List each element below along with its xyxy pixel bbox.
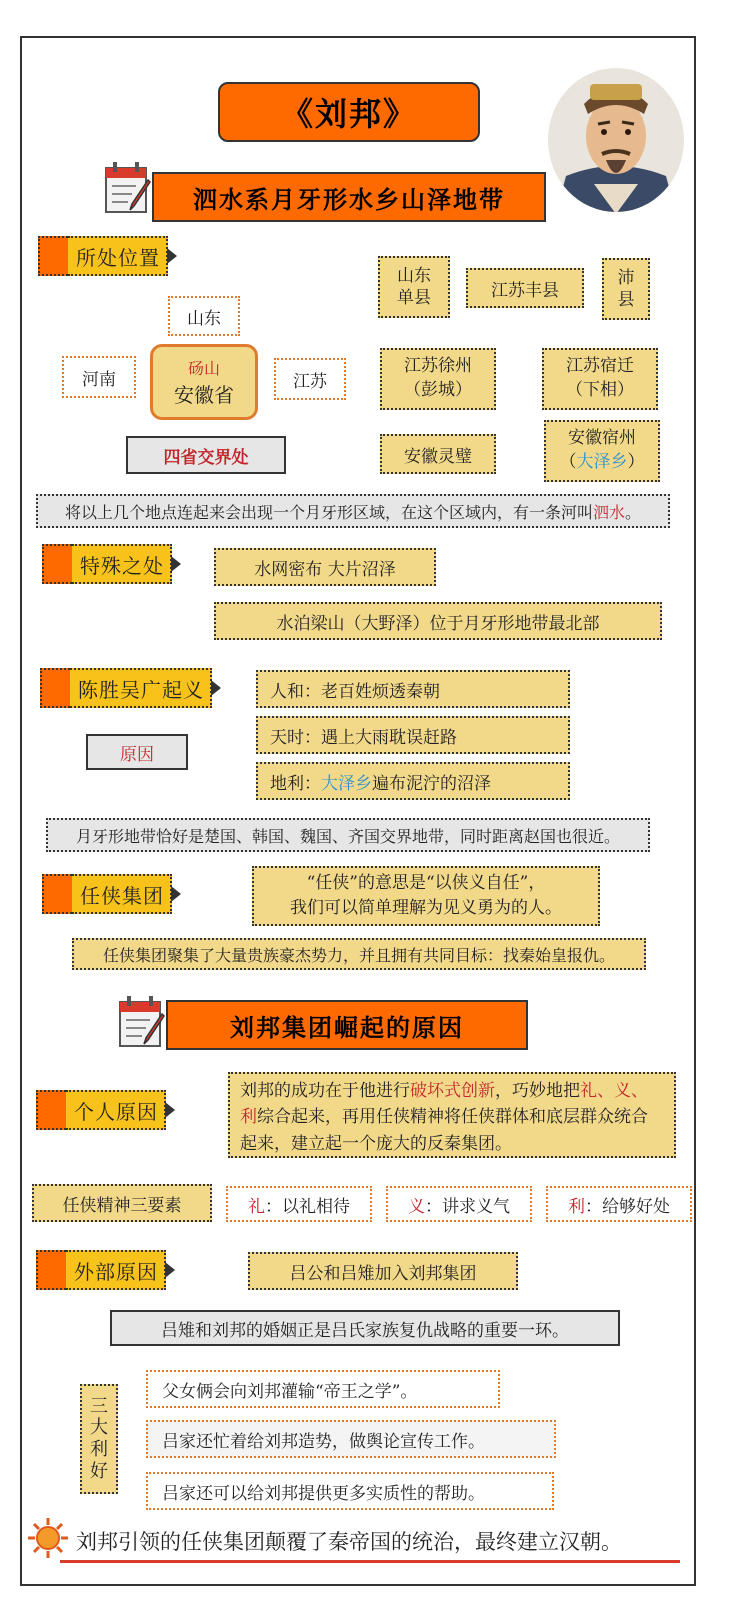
place-dazexiang: （大泽乡） [559,452,645,472]
conclusion-text: 刘邦引领的任侠集团颠覆了秦帝国的统治，最终建立汉朝。 [76,1530,622,1554]
sun-icon [26,1516,70,1560]
place-pei-county: 沛 县 [602,258,650,320]
tag-youxia: 任侠集团 [42,874,181,914]
banner-crescent-region: 泗水系月牙形水乡山泽地带 [152,172,546,222]
element-yi-loyalty: 义 ：讲求义气 [386,1186,532,1222]
benefit-support: 吕家还可以给刘邦提供更多实质性的帮助。 [146,1472,554,1510]
page-title: 《刘邦》 [218,82,480,142]
place-shan-county: 山东 单县 [378,256,450,318]
special-liangshan: 水泊梁山（大野泽）位于月牙形地带最北部 [214,602,662,640]
uprising-tianshi: 天时：遇上大雨耽误赶路 [256,716,570,754]
special-marsh: 水网密布 大片沼泽 [214,548,436,586]
element-li-ritual: 礼 ：以礼相待 [226,1186,372,1222]
three-benefits-label: 三 大 利 好 [80,1384,118,1494]
reason-label: 原因 [86,734,188,770]
map-east-jiangsu: 江苏 [274,358,346,400]
emperor-portrait [546,66,686,214]
map-north-shandong: 山东 [168,296,240,336]
place-feng-county: 江苏丰县 [466,268,584,308]
uprising-renhe: 人和：老百姓烦透秦朝 [256,670,570,708]
conclusion-underline [60,1560,680,1563]
calendar-pen-icon [118,994,168,1050]
map-west-henan: 河南 [62,356,136,398]
calendar-pen-icon [104,160,154,216]
external-join: 吕公和吕雉加入刘邦集团 [248,1252,518,1290]
note-crescent-borders: 月牙形地带恰好是楚国、韩国、魏国、齐国交界地带，同时距离赵国也很近。 [46,818,650,852]
tag-location: 所处位置 [38,236,177,276]
place-suqian: 江苏宿迁 （下相） [542,348,658,410]
place-suzhou [544,420,660,482]
benefit-publicity: 吕家还忙着给刘邦造势，做舆论宣传工作。 [146,1420,556,1458]
junction-label: 四省交界处 [126,436,286,474]
map-center-dangshan: 砀山 [187,359,220,378]
three-elements-label: 任侠精神三要素 [32,1184,212,1222]
place-lingbi: 安徽灵璧 [380,434,496,474]
map-center-anhui [150,344,258,420]
benefit-emperor-learning: 父女俩会向刘邦灌输“帝王之学”。 [146,1370,500,1408]
note-sishui-river: 将以上几个地点连起来会出现一个月牙形区域，在这个区域内，有一条河叫 泗水 。 [36,494,670,528]
external-marriage: 吕雉和刘邦的婚姻正是吕氏家族复仇战略的重要一环。 [110,1310,620,1346]
tag-uprising: 陈胜吴广起义 [40,668,221,708]
youxia-definition: “任侠”的意思是“以侠义自任”， 我们可以简单理解为见义勇为的人。 [252,866,600,926]
note-youxia-goal: 任侠集团聚集了大量贵族豪杰势力，并且拥有共同目标：找秦始皇报仇。 [72,938,646,970]
tag-personal: 个人原因 [36,1090,175,1130]
place-suzhou-city: 安徽宿州 [568,428,636,449]
element-li-benefit: 利 ：给够好处 [546,1186,692,1222]
tag-special: 特殊之处 [42,544,181,584]
map-center-province: 安徽省 [174,383,234,407]
place-xuzhou: 江苏徐州 （彭城） [380,348,496,410]
tag-external: 外部原因 [36,1250,175,1290]
uprising-dili: 地利： 大泽乡 遍布泥泞的沼泽 [256,762,570,800]
personal-reason-text: 刘邦的成功在于他进行破坏式创新，巧妙地把礼、义、利综合起来，再用任侠精神将任侠群体和底层群众统合起来，建立起一个庞大的反秦集团。 [228,1072,676,1158]
banner-rise-reasons: 刘邦集团崛起的原因 [166,1000,528,1050]
